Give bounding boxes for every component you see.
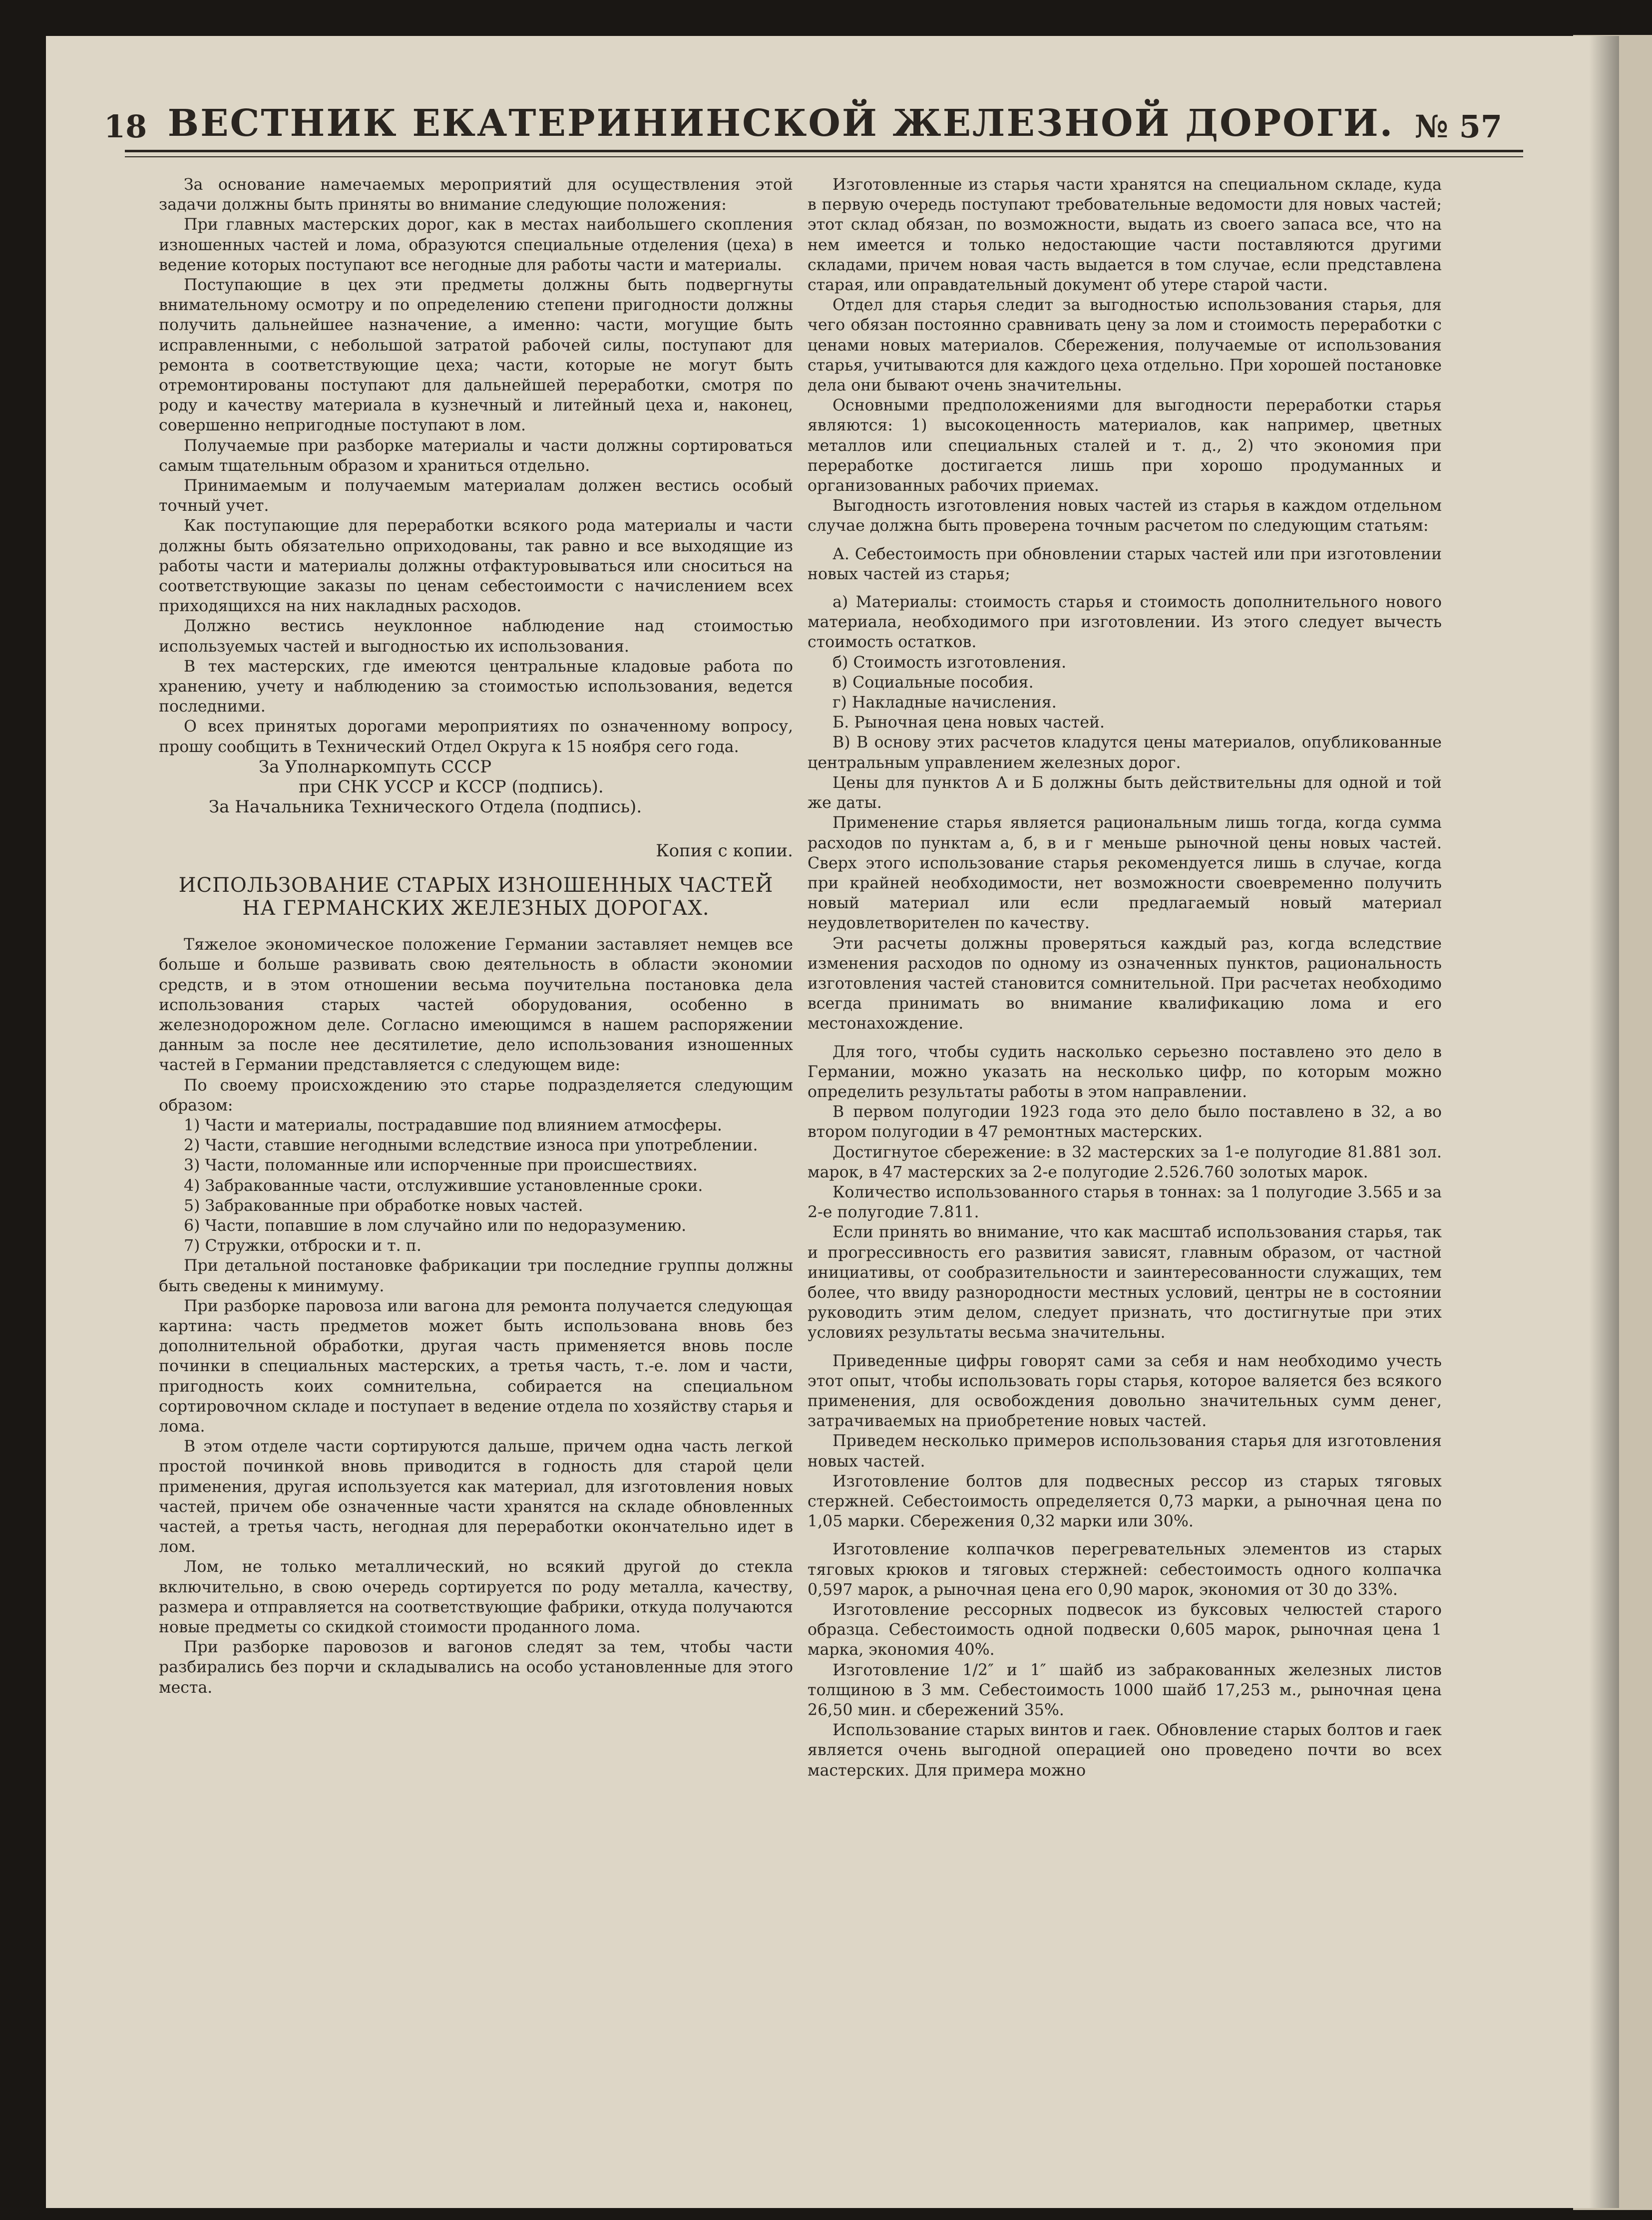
issue-number: № 57 — [1414, 108, 1502, 145]
paragraph: Цены для пунктов А и Б должны быть действительны для одной и той же даты. — [808, 773, 1442, 812]
signature-line: при СНК УССР и КССР (подпись). — [299, 776, 604, 797]
paragraph: Для того, чтобы судить насколько серьезно поставлено это дело в Германии, можно указать на несколько цифр, по которым можно определить результаты работы в этом направлении. — [808, 1043, 1442, 1101]
paragraph: Принимаемым и получаемым материалам должен вестись особый точный учет. — [159, 477, 793, 515]
paragraph: Отдел для старья следит за выгодностью использования старья, для чего обязан постоянно сравнивать цену за лом и стоимость переработки с ценами новых материалов. Сбережения, получаемые от использования старья, учитываются для каждого цеха отдельно. При хорошей постановке дела они бывают очень значительны. — [808, 296, 1442, 395]
paragraph: Если принять во внимание, что как масштаб использования старья, так и прогрессивность его развития зависят, главным образом, от частной инициативы, от сообразительности и заинтересованности служащих, тем более, что ввиду разнородности местных условий, центры не в состоянии руководить этим делом, следует признать, что достигнутые при этих условиях результаты весьма значительны. — [808, 1223, 1442, 1342]
paragraph: В тех мастерских, где имеются центральные кладовые работа по хранению, учету и наблюдению за стоимостью использования, ведется последними. — [159, 657, 793, 716]
page-header — [104, 85, 1502, 145]
gutter-shadow — [1589, 36, 1619, 2208]
paragraph: Приведенные цифры говорят сами за себя и нам необходимо учесть этот опыт, чтобы использовать горы старья, которое валяется без всякого применения, для освобождения довольно значительных сумм денег, затрачиваемых на приобретение новых частей. — [808, 1352, 1442, 1431]
list-item: г) Накладные начисления. — [832, 694, 1057, 712]
right-column — [808, 175, 1442, 1781]
paragraph: При разборке паровозов и вагонов следят за тем, чтобы части разбирались без порчи и складывались на особо установленные для этого места. — [159, 1638, 793, 1697]
list-item: В) В основу этих расчетов кладутся цены материалов, опубликованные центральным управлением железных дорог. — [808, 734, 1442, 772]
paragraph: Изготовление 1/2″ и 1″ шайб из забракованных железных листов толщиною в 3 мм. Себестоимость 1000 шайб 17,253 м., рыночная цена 26,50 мин. и сбережений 35%. — [808, 1661, 1442, 1720]
paragraph: Приведем несколько примеров использования старья для изготовления новых частей. — [808, 1432, 1442, 1471]
paragraph: Изготовление рессорных подвесок из буксовых челюстей старого образца. Себестоимость одной подвески 0,605 марок, рыночная цена 1 марка, экономия 40%. — [808, 1601, 1442, 1659]
list-item: 2) Части, ставшие негодными вследствие износа при употреблении. — [184, 1136, 758, 1155]
copy-note: Копия с копии. — [656, 840, 793, 861]
signature-line: За Уполнаркомпуть СССР — [259, 756, 492, 777]
header-rule — [125, 150, 1523, 157]
paragraph: При детальной постановке фабрикации три последние группы должны быть сведены к минимуму. — [159, 1257, 793, 1295]
paragraph: При разборке паровоза или вагона для ремонта получается следующая картина: часть предметов может быть использована вновь без дополнительной обработки, другая часть применяется вновь после починки в специальных мастерских, а третья часть, т.-е. лом и части, пригодность коих сомнительна, собирается на специальном сортировочном складе и поступает в ведение отдела по хозяйству старья и лома. — [159, 1297, 793, 1436]
paragraph: Как поступающие для переработки всякого рода материалы и части должны быть обязательно оприходованы, так равно и все выходящие из работы части и материалы должны отфактуровываться или сноситься на соответствующие заказы по ценам себестоимости с начислением всех приходящихся на них накладных расходов. — [159, 517, 793, 616]
paragraph: Изготовление болтов для подвесных рессор из старых тяговых стержней. Себестоимость определяется 0,73 марки, а рыночная цена по 1,05 марки. Сбережения 0,32 марки или 30%. — [808, 1472, 1442, 1531]
list-item: 6) Части, попавшие в лом случайно или по недоразумению. — [184, 1216, 687, 1235]
list-item: б) Стоимость изготовления. — [832, 653, 1067, 672]
paragraph: В этом отделе части сортируются дальше, причем одна часть легкой простой починкой вновь приводится в годность для старой цели применения, другая используется как материал, для изготовления новых частей, причем обе означенные части хранятся на складе обновленных частей, а третья часть, негодная для переработки окончательно идет в лом. — [159, 1438, 793, 1556]
page-number: 18 — [104, 108, 147, 145]
paragraph: Применение старья является рациональным лишь тогда, когда сумма расходов по пунктам а, б, в и г меньше рыночной цены новых частей. Сверх этого использование старья рекомендуется лишь в случае, когда при крайней необходимости, нет возможности своевременно получить новый материал или если предлагаемый новый материал неудовлетворителен по качеству. — [808, 814, 1442, 933]
left-column — [159, 175, 793, 1698]
list-item: 1) Части и материалы, пострадавшие под влиянием атмосферы. — [184, 1116, 722, 1134]
paragraph: Достигнутое сбережение: в 32 мастерских за 1-е полугодие 81.881 зол. марок, в 47 мастерских за 2-е полугодие 2.526.760 золотых марок. — [808, 1143, 1442, 1181]
list-item: Б. Рыночная цена новых частей. — [832, 714, 1105, 732]
paragraph: Должно вестись неуклонное наблюдение над стоимостью используемых частей и выгодностью их использования. — [159, 617, 793, 656]
paragraph: При главных мастерских дорог, как в местах наибольшего скопления изношенных частей и лома, образуются специальные отделения (цеха) в ведение которых поступают все негодные для работы части и материалы. — [159, 216, 793, 274]
signature-line: За Начальника Технического Отдела (подпись). — [209, 796, 642, 817]
paragraph: Выгодность изготовления новых частей из старья в каждом отдельном случае должна быть проверена точным расчетом по следующим статьям: — [808, 497, 1442, 535]
list-item: 4) Забракованные части, отслужившие установленные сроки. — [184, 1176, 703, 1195]
paragraph: За основание намечаемых мероприятий для осуществления этой задачи должны быть приняты во внимание следующие положения: — [159, 176, 793, 214]
paragraph: Тяжелое экономическое положение Германии заставляет немцев все больше и больше развивать свою деятельность в области экономии средств, и в этом отношении весьма поучительна постановка дела использования старых частей оборудования, особенно в железнодорожном деле. Согласно имеющимся в нашем распоряжении данным за после нее десятилетие, дело использования изношенных частей в Германии представляется с следующем виде: — [159, 936, 793, 1075]
list-item: А. Себестоимость при обновлении старых частей или при изготовлении новых частей из старья; — [808, 545, 1442, 583]
paragraph: Изготовление колпачков перегревательных элементов из старых тяговых крюков и тяговых стержней: себестоимость одного колпачка 0,597 марок, а рыночная цена его 0,90 марок, экономия от 30 до 33%. — [808, 1540, 1442, 1599]
article-title: ИСПОЛЬЗОВАНИЕ СТАРЫХ ИЗНОШЕННЫХ ЧАСТЕЙ НА ГЕРМАНСКИХ ЖЕЛЕЗНЫХ ДОРОГАХ. — [178, 874, 774, 920]
paragraph: Поступающие в цех эти предметы должны быть подвергнуты внимательному осмотру и по определению степени пригодности должны получить дальнейшее назначение, а именно: части, могущие быть исправленными, с небольшой затратой рабочей силы, поступают для ремонта в соответствующие цеха; части, которые не могут быть отремонтированы поступают для дальнейшей переработки, смотря по роду и качеству материала в кузнечный и литейный цеха и, наконец, совершенно непригодные поступают в лом. — [159, 276, 793, 435]
paragraph: Изготовленные из старья части хранятся на специальном складе, куда в первую очередь поступают требовательные ведомости для новых частей; этот склад обязан, по возможности, выдать из своего запаса все, что на нем имеется и только недостающие части поставляются другими складами, причем новая часть выдается в том случае, если представлена старая, или оправдательный документ об утере старой части. — [808, 176, 1442, 295]
paragraph: Использование старых винтов и гаек. Обновление старых болтов и гаек является очень выгодной операцией оно проведено почти во всех мастерских. Для примера можно — [808, 1721, 1442, 1780]
paragraph: Основными предположениями для выгодности переработки старья являются: 1) высокоценность материалов, как например, цветных металлов или специальных сталей и т. д., 2) что экономия при переработке достигается лишь при хорошо продуманных и организованных рабочих приемах. — [808, 396, 1442, 495]
paragraph: О всех принятых дорогами мероприятиях по означенному вопросу, прошу сообщить в Технический Отдел Округа к 15 ноября сего года. — [159, 718, 793, 756]
paragraph: Эти расчеты должны проверяться каждый раз, когда вследствие изменения расходов по одному из означенных пунктов, рациональность изготовления частей становится сомнительной. При расчетах необходимо всегда принимать во внимание квалификацию лома и его местонахождение. — [808, 934, 1442, 1033]
paragraph: В первом полугодии 1923 года это дело было поставлено в 32, а во втором полугодии в 47 ремонтных мастерских. — [808, 1103, 1442, 1141]
list-item: а) Материалы: стоимость старья и стоимость дополнительного нового материала, необходимого при изготовлении. Из этого следует вычесть стоимость остатков. — [808, 593, 1442, 652]
journal-title: ВЕСТНИК ЕКАТЕРИНИНСКОЙ ЖЕЛЕЗНОЙ ДОРОГИ. — [167, 102, 1394, 145]
list-item: 5) Забракованные при обработке новых частей. — [184, 1196, 583, 1215]
list-item: 3) Части, поломанные или испорченные при происшествиях. — [184, 1156, 698, 1175]
paragraph: По своему происхождению это старье подразделяется следующим образом: — [159, 1076, 793, 1114]
list-item: в) Социальные пособия. — [832, 673, 1034, 692]
paragraph: Количество использованного старья в тоннах: за 1 полугодие 3.565 и за 2-е полугодие 7.811. — [808, 1183, 1442, 1222]
list-item: 7) Стружки, отброски и т. п. — [184, 1237, 421, 1255]
paragraph: Получаемые при разборке материалы и части должны сортироваться самым тщательным образом и храниться отдельно. — [159, 436, 793, 475]
paragraph: Лом, не только металлический, но всякий другой до стекла включительно, в свою очередь сортируется по роду металла, качеству, размера и отправляется на соответствующие фабрики, откуда получаются новые предметы со скидкой стоимости проданного лома. — [159, 1558, 793, 1636]
